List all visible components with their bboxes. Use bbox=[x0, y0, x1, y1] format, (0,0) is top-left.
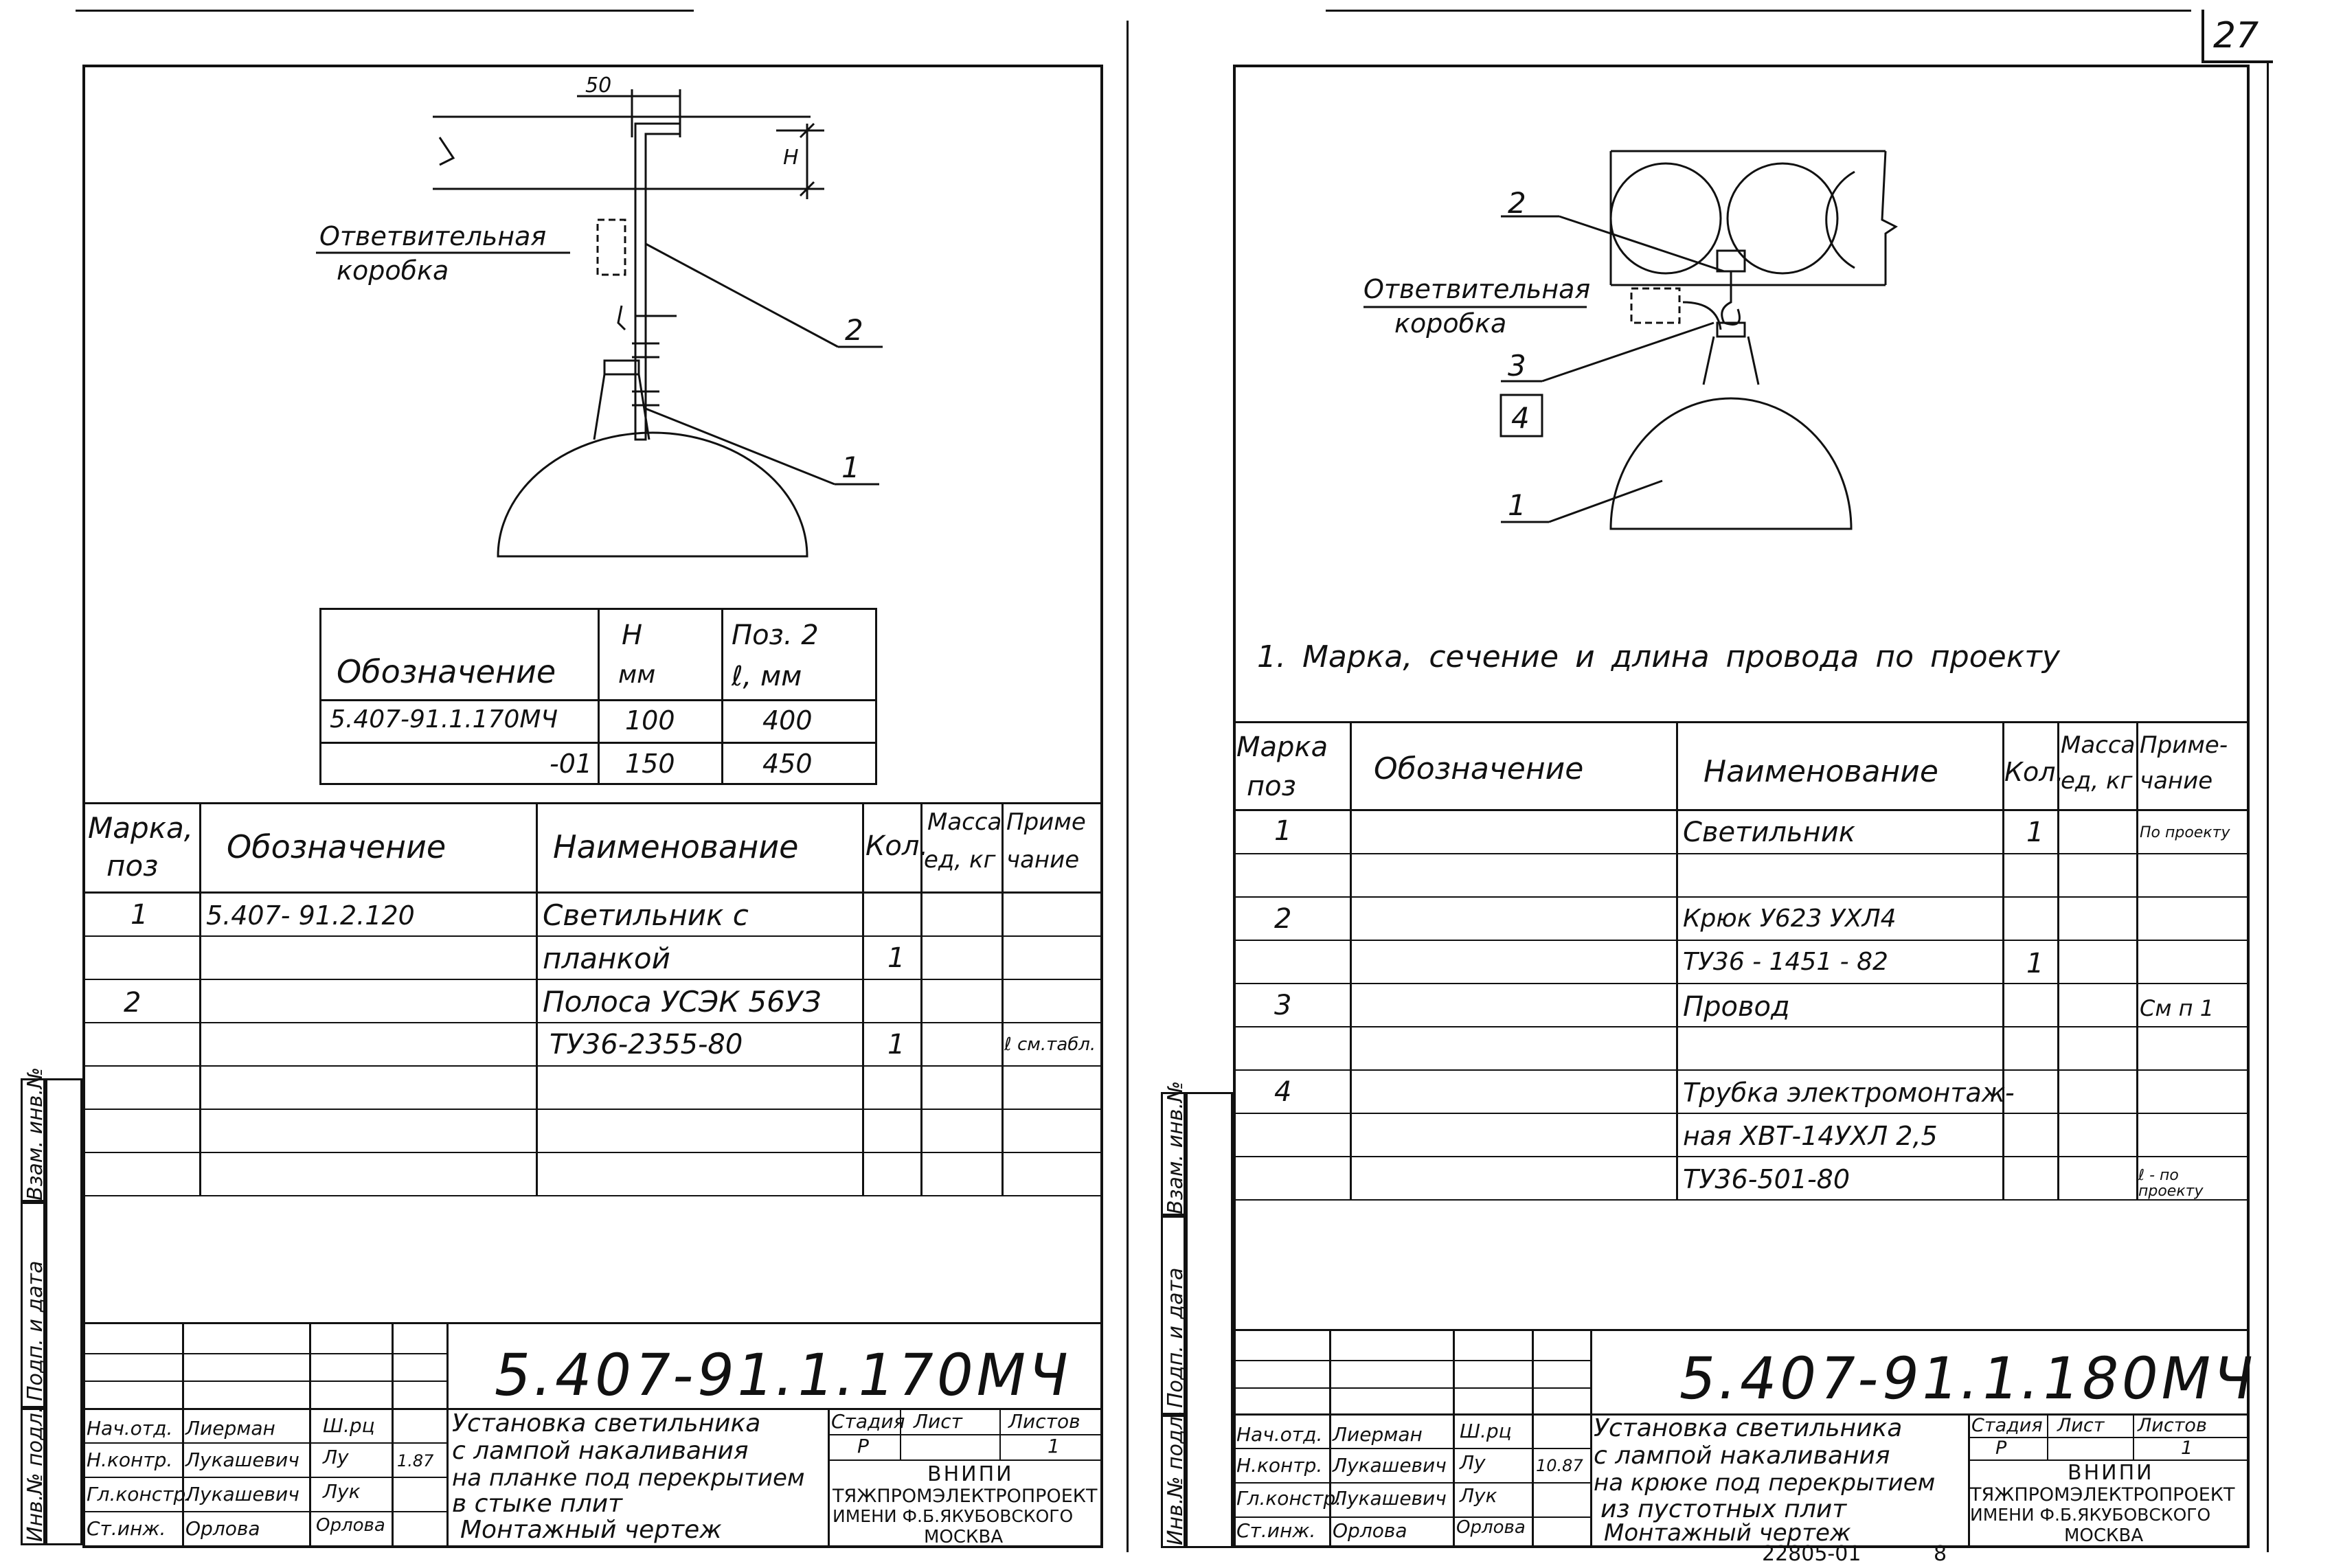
left-stamp-c3 bbox=[392, 1322, 394, 1548]
right-stamp-title5: Монтажный чертеж bbox=[1604, 1519, 1851, 1547]
top-line-left bbox=[76, 10, 694, 12]
right-spec-h-qty: Кол. bbox=[2004, 757, 2064, 787]
right-spec-h-mark: Марка bbox=[1236, 731, 1328, 763]
left-label-2: 2 bbox=[845, 313, 863, 347]
left-vt-r1-l: 400 bbox=[762, 705, 813, 736]
left-stamp-title3: на планке под перекрытием bbox=[452, 1464, 805, 1492]
right-stamp-org2: ТЯЖПРОМЭЛЕКТРОПРОЕКТ bbox=[1970, 1484, 2235, 1505]
left-stamp-org4: МОСКВА bbox=[924, 1527, 1004, 1547]
left-spec-r1-mark: 1 bbox=[131, 899, 148, 931]
right-spec-c2 bbox=[1676, 721, 1678, 1199]
left-side-label-2: Подп. и дата bbox=[23, 1260, 47, 1401]
right-role-2: Н.контр. bbox=[1236, 1454, 1323, 1477]
right-spec-h-mark2: поз bbox=[1247, 771, 1296, 802]
right-spec-h-mass1: Масса bbox=[2061, 731, 2136, 759]
right-side-label-1: Инв.№ подл. bbox=[1164, 1409, 1188, 1545]
left-spec-header-bottom bbox=[82, 891, 1103, 894]
right-side-label-3: Взам. инв.№ bbox=[1164, 1080, 1188, 1214]
left-spec-r5 bbox=[82, 1109, 1103, 1110]
right-side-label-2: Подп. и дата bbox=[1164, 1267, 1188, 1408]
right-stamp-s3 bbox=[2047, 1413, 2048, 1459]
left-sign-2: Лу bbox=[323, 1446, 349, 1468]
left-name-2: Лукашевич bbox=[185, 1448, 299, 1471]
right-note: 1. Марка, сечение и длина провода по проекту bbox=[1257, 639, 2060, 674]
left-vt-h-designation: Обозначение bbox=[337, 653, 556, 690]
left-side-label-1: Инв.№ подл. bbox=[23, 1406, 47, 1542]
left-spec-r3-name: Полоса УСЭК 56УЗ bbox=[543, 985, 822, 1019]
left-vt-h-p1: Поз. 2 bbox=[732, 620, 819, 651]
right-spec-r9-name: ТУ36-501-80 bbox=[1683, 1164, 1850, 1194]
left-stamp-c5 bbox=[828, 1408, 830, 1548]
left-role-3: Гл.констр. bbox=[87, 1483, 192, 1505]
right-name-1: Лиерман bbox=[1333, 1423, 1423, 1446]
left-spec-r2 bbox=[82, 979, 1103, 980]
left-vt-r1-h: 100 bbox=[625, 705, 675, 736]
right-stamp-stage-h: Стадия bbox=[1971, 1415, 2043, 1436]
right-spec-r7-mark: 4 bbox=[1274, 1076, 1292, 1108]
left-spec-h-mass1: Масса bbox=[927, 808, 1002, 836]
left-name-3: Лукашевич bbox=[185, 1483, 299, 1505]
right-stamp-title4: из пустотных плит bbox=[1600, 1495, 1847, 1523]
top-line-right bbox=[1326, 10, 2191, 12]
left-side-label-3: Взам. инв.№ bbox=[23, 1067, 47, 1201]
left-stamp-org3: ИМЕНИ Ф.Б.ЯКУБОВСКОГО bbox=[833, 1506, 1074, 1526]
left-role-4: Ст.инж. bbox=[87, 1517, 166, 1540]
right-callout-box-2: коробка bbox=[1394, 308, 1507, 339]
right-stamp-org1: ВНИПИ bbox=[2068, 1461, 2154, 1485]
left-spec-r2-name: планкой bbox=[543, 942, 670, 975]
left-stamp-title5: Монтажный чертеж bbox=[460, 1516, 722, 1544]
left-stamp-top bbox=[82, 1322, 1103, 1324]
right-spec-r3-name: Крюк У623 УХЛ4 bbox=[1683, 905, 1897, 933]
right-spec-r7-name: Трубка электромонтаж- bbox=[1683, 1078, 2015, 1108]
left-stamp-title1: Установка светильника bbox=[452, 1409, 761, 1438]
left-spec-h-mark2: поз bbox=[106, 849, 159, 883]
right-spec-h-name: Наименование bbox=[1704, 754, 1938, 789]
left-vt-r2-h: 150 bbox=[625, 749, 675, 779]
left-sign-4: Орлова bbox=[316, 1515, 385, 1536]
right-spec-r1-name: Светильник bbox=[1683, 817, 1855, 848]
right-spec-r1-note: По проекту bbox=[2140, 824, 2230, 841]
right-name-2: Лукашевич bbox=[1333, 1454, 1447, 1477]
right-spec-r4-qty: 1 bbox=[2026, 948, 2044, 979]
left-vt-row2 bbox=[319, 742, 877, 744]
left-vt-col1 bbox=[598, 608, 600, 785]
left-sign-3: Лук bbox=[323, 1480, 361, 1503]
left-spec-c2 bbox=[536, 802, 538, 1195]
right-label-1: 1 bbox=[1508, 488, 1526, 522]
left-stamp-title4: в стыке плит bbox=[452, 1490, 623, 1518]
right-spec-c1 bbox=[1350, 721, 1352, 1199]
left-spec-r2-qty: 1 bbox=[887, 942, 905, 974]
left-dim-50: 50 bbox=[585, 73, 612, 98]
left-spec-r4-name: ТУ36-2355-80 bbox=[550, 1029, 743, 1060]
right-stamp-c4 bbox=[1590, 1329, 1592, 1548]
right-stamp-c3 bbox=[1532, 1329, 1534, 1548]
right-date-2: 10.87 bbox=[1536, 1456, 1583, 1475]
right-spec-r3 bbox=[1233, 940, 2250, 941]
left-stamp-title2: с лампой накаливания bbox=[452, 1437, 749, 1465]
left-sheet-frame bbox=[82, 65, 1103, 1548]
right-sign-3: Лук bbox=[1460, 1484, 1497, 1507]
left-spec-r4 bbox=[82, 1065, 1103, 1067]
footer-code: 22805-01 bbox=[1762, 1542, 1861, 1566]
right-name-3: Лукашевич bbox=[1333, 1487, 1447, 1510]
right-spec-r4-name: ТУ36 - 1451 - 82 bbox=[1683, 948, 1888, 976]
right-spec-r4 bbox=[1233, 983, 2250, 984]
left-spec-h-designation: Обозначение bbox=[227, 828, 446, 865]
left-stamp-c4 bbox=[446, 1322, 449, 1548]
left-stamp-sheets-h: Листов bbox=[1008, 1410, 1080, 1433]
right-spec-r7 bbox=[1233, 1113, 2250, 1114]
right-side-block-4 bbox=[1186, 1092, 1233, 1548]
left-label-1: 1 bbox=[841, 451, 860, 484]
page-number: 27 bbox=[2213, 15, 2259, 56]
left-spec-r6 bbox=[82, 1152, 1103, 1153]
right-label-3: 3 bbox=[1508, 349, 1526, 383]
right-stamp-code: 5.407-91.1.180МЧ bbox=[1673, 1345, 2262, 1412]
footer-mark: 8 bbox=[1934, 1542, 1947, 1566]
right-stamp-org4: МОСКВА bbox=[2064, 1525, 2144, 1546]
right-stamp-stage: Р bbox=[1995, 1438, 2007, 1459]
right-spec-r2 bbox=[1233, 896, 2250, 898]
left-name-1: Лиерман bbox=[185, 1417, 275, 1440]
right-stamp-s4 bbox=[2133, 1413, 2134, 1459]
left-stamp-s2 bbox=[828, 1459, 1103, 1461]
right-label-2: 2 bbox=[1508, 186, 1526, 220]
left-vt-r2-d: -01 bbox=[550, 749, 593, 779]
left-date-2: 1.87 bbox=[397, 1451, 434, 1470]
left-dim-h: H bbox=[783, 146, 799, 170]
left-side-block-4 bbox=[45, 1078, 82, 1545]
left-spec-top bbox=[82, 802, 1103, 804]
right-spec-r6 bbox=[1233, 1069, 2250, 1071]
left-spec-h-mass2: ед, кг bbox=[924, 846, 996, 874]
left-stamp-stage-h: Стадия bbox=[831, 1410, 905, 1433]
right-stamp-s1 bbox=[1968, 1437, 2250, 1438]
left-spec-c1 bbox=[199, 802, 201, 1195]
right-stamp-title1: Установка светильника bbox=[1594, 1414, 1903, 1442]
right-spec-h-mass2: ед, кг bbox=[2061, 767, 2133, 795]
right-label-4: 4 bbox=[1511, 401, 1530, 435]
right-spec-r5-mark: 3 bbox=[1274, 990, 1292, 1021]
left-spec-r3-mark: 2 bbox=[124, 987, 142, 1019]
right-callout-box: Ответвительная bbox=[1363, 274, 1591, 304]
right-stamp-c1 bbox=[1329, 1329, 1331, 1548]
left-stamp-c2 bbox=[309, 1322, 311, 1548]
right-spec-r1-qty: 1 bbox=[2026, 817, 2044, 848]
right-stamp-l1 bbox=[1233, 1360, 1590, 1361]
left-stamp-stage: Р bbox=[857, 1435, 869, 1457]
left-vt-row1 bbox=[319, 699, 877, 701]
right-role-3: Гл.констр. bbox=[1236, 1487, 1342, 1510]
left-stamp-s1 bbox=[828, 1434, 1103, 1435]
right-spec-h-note2: чание bbox=[2140, 767, 2213, 795]
right-edge-line bbox=[2267, 62, 2269, 1552]
left-vt-r1-d: 5.407-91.1.170МЧ bbox=[330, 705, 558, 734]
right-spec-r8-name: ная ХВТ-14УХЛ 2,5 bbox=[1683, 1121, 1938, 1151]
left-sign-1: Ш.рц bbox=[323, 1414, 375, 1437]
left-spec-r3 bbox=[82, 1022, 1103, 1023]
right-stamp-sheet-h: Лист bbox=[2057, 1415, 2105, 1436]
right-stamp-org3: ИМЕНИ Ф.Б.ЯКУБОВСКОГО bbox=[1970, 1505, 2211, 1525]
right-stamp-l6 bbox=[1233, 1516, 1590, 1518]
left-stamp-sheet-h: Лист bbox=[914, 1410, 962, 1433]
left-vt-h-h2: мм bbox=[618, 661, 656, 689]
left-spec-h-note1: Приме bbox=[1006, 808, 1086, 836]
right-stamp-c5 bbox=[1968, 1413, 1970, 1548]
right-spec-r5-note: См п 1 bbox=[2140, 995, 2215, 1021]
right-role-4: Ст.инж. bbox=[1236, 1519, 1316, 1542]
right-spec-r9 bbox=[1233, 1199, 2250, 1201]
left-spec-r1-name: Светильник с bbox=[543, 898, 749, 932]
left-spec-r4-note: ℓ см.табл. bbox=[1004, 1034, 1096, 1055]
left-stamp-sheets: 1 bbox=[1048, 1435, 1060, 1457]
right-stamp-title3: на крюке под перекрытием bbox=[1594, 1469, 1936, 1497]
left-stamp-org2: ТЯЖПРОМЭЛЕКТРОПРОЕКТ bbox=[833, 1486, 1098, 1507]
left-spec-c5 bbox=[1001, 802, 1004, 1195]
right-spec-h-note1: Приме- bbox=[2140, 731, 2228, 759]
right-spec-c4 bbox=[2057, 721, 2059, 1199]
right-stamp-title2: с лампой накаливания bbox=[1594, 1442, 1890, 1470]
left-spec-r1 bbox=[82, 935, 1103, 937]
right-role-1: Нач.отд. bbox=[1236, 1423, 1323, 1446]
left-spec-r1-designation: 5.407- 91.2.120 bbox=[206, 900, 415, 931]
left-stamp-code: 5.407-91.1.170МЧ bbox=[488, 1341, 1077, 1409]
right-sign-1: Ш.рц bbox=[1460, 1420, 1512, 1442]
left-spec-h-name: Наименование bbox=[553, 828, 799, 865]
left-spec-c3 bbox=[862, 802, 864, 1195]
left-vt-r2-l: 450 bbox=[762, 749, 813, 779]
right-stamp-sheets: 1 bbox=[2181, 1438, 2193, 1459]
left-spec-r7 bbox=[82, 1195, 1103, 1196]
right-spec-r9-note: ℓ - по проекту bbox=[2138, 1167, 2204, 1201]
left-role-2: Н.контр. bbox=[87, 1448, 173, 1471]
left-stamp-c1 bbox=[182, 1322, 184, 1548]
left-vt-col2 bbox=[721, 608, 723, 785]
left-role-1: Нач.отд. bbox=[87, 1417, 173, 1440]
left-stamp-s4 bbox=[999, 1408, 1001, 1459]
right-stamp-l5 bbox=[1233, 1482, 1590, 1484]
right-spec-r3-mark: 2 bbox=[1274, 903, 1292, 935]
left-spec-h-mark: Марка, bbox=[88, 811, 194, 845]
right-spec-r5-name: Провод bbox=[1683, 991, 1790, 1023]
left-vt-h-p2: ℓ, мм bbox=[732, 661, 802, 692]
right-sign-4: Орлова bbox=[1456, 1517, 1526, 1538]
right-stamp-l4 bbox=[1233, 1448, 1590, 1449]
right-stamp-l2 bbox=[1233, 1387, 1590, 1389]
right-spec-r1-mark: 1 bbox=[1274, 815, 1292, 847]
left-callout-box-2: коробка bbox=[337, 255, 449, 286]
left-spec-h-qty: Кол. bbox=[865, 830, 929, 862]
right-spec-r1 bbox=[1233, 853, 2250, 854]
right-name-4: Орлова bbox=[1333, 1519, 1407, 1542]
right-spec-h-designation: Обозначение bbox=[1374, 751, 1584, 786]
right-spec-r5 bbox=[1233, 1026, 2250, 1027]
left-stamp-org1: ВНИПИ bbox=[927, 1462, 1014, 1486]
left-vt-h-h1: H bbox=[622, 620, 643, 651]
center-divider bbox=[1127, 21, 1129, 1552]
right-spec-top bbox=[1233, 721, 2250, 723]
right-spec-header-bottom bbox=[1233, 809, 2250, 811]
right-spec-c3 bbox=[2002, 721, 2004, 1199]
right-stamp-c2 bbox=[1453, 1329, 1455, 1548]
left-spec-h-note2: чание bbox=[1006, 846, 1080, 874]
left-spec-r4-qty: 1 bbox=[887, 1029, 905, 1060]
right-stamp-sheets-h: Листов bbox=[2138, 1415, 2207, 1436]
right-sign-2: Лу bbox=[1460, 1451, 1486, 1474]
right-spec-c5 bbox=[2136, 721, 2138, 1199]
left-callout-box: Ответвительная bbox=[319, 221, 547, 251]
right-spec-r8 bbox=[1233, 1156, 2250, 1157]
left-name-4: Орлова bbox=[185, 1517, 260, 1540]
right-stamp-top bbox=[1233, 1329, 2250, 1331]
